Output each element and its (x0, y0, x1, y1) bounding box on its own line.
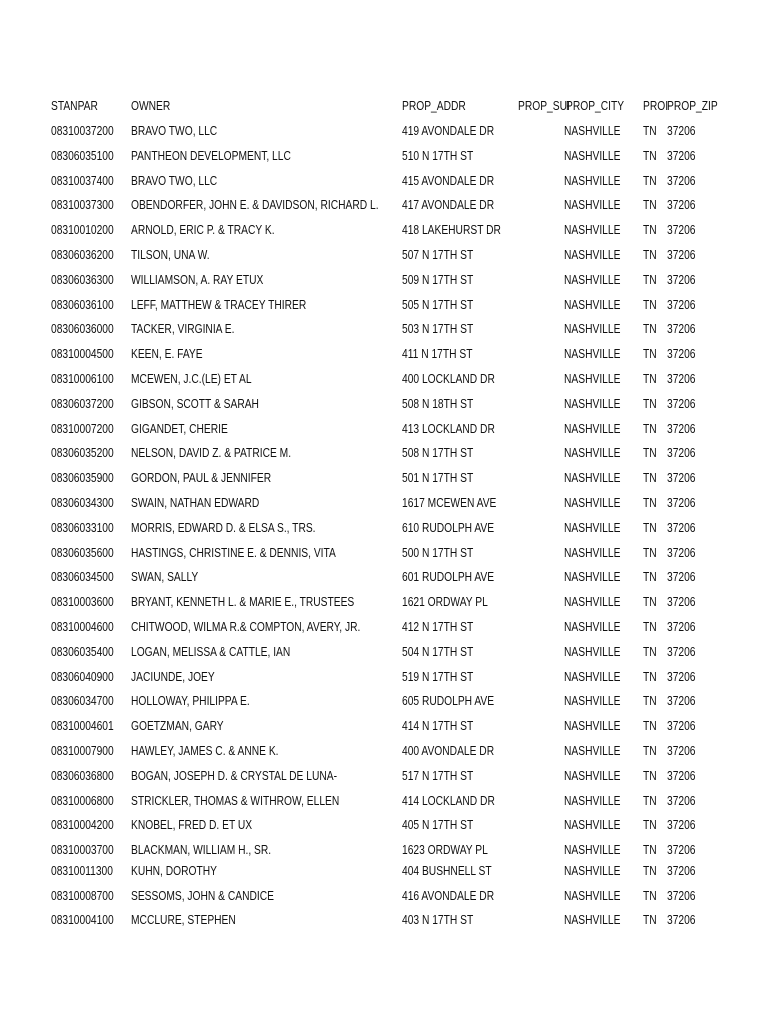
cell-owner: LOGAN, MELISSA & CATTLE, IAN (131, 644, 291, 659)
cell-prop-city: NASHVILLE (564, 793, 621, 808)
cell-prop-zip: 37206 (667, 297, 696, 312)
cell-prop-state: TN (643, 223, 657, 238)
cell-prop-state: TN (643, 888, 657, 903)
cell-prop-city: NASHVILLE (564, 744, 621, 758)
cell-prop-zip: 37206 (667, 173, 696, 188)
table-row (0, 124, 770, 146)
cell-prop-city: NASHVILLE (564, 768, 621, 783)
table-row (0, 174, 770, 196)
cell-prop-addr: 404 BUSHNELL ST (402, 863, 492, 878)
cell-prop-zip: 37206 (667, 818, 696, 833)
cell-owner: TACKER, VIRGINIA E. (131, 322, 235, 337)
cell-prop-state: TN (643, 520, 657, 535)
cell-stanpar: 08310037400 (51, 173, 114, 188)
cell-prop-addr: 510 N 17TH ST (402, 148, 474, 163)
cell-stanpar: 08306035400 (51, 644, 114, 659)
table-row (0, 546, 770, 568)
cell-prop-city: NASHVILLE (564, 248, 621, 262)
table-row (0, 198, 770, 220)
cell-prop-addr: 414 LOCKLAND DR (402, 793, 495, 808)
cell-stanpar: 08306035100 (51, 148, 114, 163)
cell-prop-city: NASHVILLE (564, 272, 621, 287)
cell-prop-city: NASHVILLE (564, 322, 621, 337)
cell-prop-zip: 37206 (667, 223, 696, 238)
table-row (0, 347, 770, 369)
cell-prop-zip: 37206 (667, 744, 696, 758)
cell-stanpar: 08306036200 (51, 248, 114, 262)
cell-prop-addr: 416 AVONDALE DR (402, 888, 495, 903)
cell-stanpar: 08310003600 (51, 595, 114, 610)
cell-prop-addr: 519 N 17TH ST (402, 669, 474, 684)
cell-stanpar: 08306034300 (51, 496, 114, 510)
cell-owner: BLACKMAN, WILLIAM H., SR. (131, 843, 272, 858)
table-row (0, 620, 770, 642)
cell-prop-zip: 37206 (667, 913, 696, 928)
cell-owner: WILLIAMSON, A. RAY ETUX (131, 272, 264, 287)
cell-prop-state: TN (643, 818, 657, 833)
table-row (0, 248, 770, 270)
cell-owner: OBENDORFER, JOHN E. & DAVIDSON, RICHARD L. (131, 198, 379, 213)
cell-owner: BRYANT, KENNETH L. & MARIE E., TRUSTEES (131, 595, 355, 610)
cell-prop-zip: 37206 (667, 669, 696, 684)
cell-prop-city: NASHVILLE (564, 669, 621, 684)
header-prop-state: PROI (643, 99, 669, 113)
cell-prop-addr: 403 N 17TH ST (402, 913, 474, 928)
cell-prop-city: NASHVILLE (564, 863, 621, 878)
cell-prop-state: TN (643, 620, 657, 634)
cell-owner: HASTINGS, CHRISTINE E. & DENNIS, VITA (131, 545, 336, 560)
cell-prop-city: NASHVILLE (564, 396, 621, 411)
cell-prop-city: NASHVILLE (564, 372, 621, 386)
cell-stanpar: 08306034700 (51, 694, 114, 709)
cell-prop-city: NASHVILLE (564, 913, 621, 928)
cell-stanpar: 08306035900 (51, 471, 114, 486)
cell-owner: TILSON, UNA W. (131, 248, 210, 262)
cell-prop-state: TN (643, 372, 657, 386)
cell-prop-city: NASHVILLE (564, 173, 621, 188)
header-owner: OWNER (131, 99, 171, 113)
cell-stanpar: 08310004500 (51, 347, 114, 362)
cell-prop-addr: 504 N 17TH ST (402, 644, 474, 659)
table-row (0, 446, 770, 468)
cell-prop-zip: 37206 (667, 520, 696, 535)
table-row (0, 273, 770, 295)
cell-prop-city: NASHVILLE (564, 843, 621, 858)
cell-prop-state: TN (643, 471, 657, 486)
cell-prop-state: TN (643, 545, 657, 560)
cell-stanpar: 08306035600 (51, 545, 114, 560)
cell-prop-addr: 413 LOCKLAND DR (402, 421, 495, 436)
cell-prop-state: TN (643, 913, 657, 928)
cell-prop-zip: 37206 (667, 620, 696, 634)
cell-owner: HOLLOWAY, PHILIPPA E. (131, 694, 250, 709)
table-row (0, 570, 770, 592)
table-row (0, 496, 770, 518)
cell-prop-addr: 605 RUDOLPH AVE (402, 694, 495, 709)
table-row (0, 149, 770, 171)
cell-owner: GORDON, PAUL & JENNIFER (131, 471, 272, 486)
cell-prop-zip: 37206 (667, 272, 696, 287)
cell-prop-state: TN (643, 396, 657, 411)
cell-prop-addr: 501 N 17TH ST (402, 471, 474, 486)
cell-prop-state: TN (643, 843, 657, 858)
cell-prop-state: TN (643, 421, 657, 436)
cell-prop-city: NASHVILLE (564, 347, 621, 362)
cell-stanpar: 08310008700 (51, 888, 114, 903)
cell-stanpar: 08310011300 (51, 863, 113, 878)
cell-prop-addr: 1617 MCEWEN AVE (402, 496, 497, 510)
cell-prop-state: TN (643, 148, 657, 163)
cell-prop-addr: 508 N 18TH ST (402, 396, 474, 411)
cell-prop-city: NASHVILLE (564, 297, 621, 312)
cell-stanpar: 08310007200 (51, 421, 114, 436)
cell-prop-city: NASHVILLE (564, 595, 621, 610)
cell-prop-zip: 37206 (667, 396, 696, 411)
table-row (0, 298, 770, 320)
cell-prop-zip: 37206 (667, 570, 696, 585)
cell-prop-city: NASHVILLE (564, 421, 621, 436)
cell-prop-addr: 601 RUDOLPH AVE (402, 570, 495, 585)
cell-prop-zip: 37206 (667, 372, 696, 386)
table-row (0, 744, 770, 766)
cell-stanpar: 08310037200 (51, 124, 114, 138)
cell-prop-city: NASHVILLE (564, 198, 621, 213)
cell-prop-zip: 37206 (667, 248, 696, 262)
header-prop-addr: PROP_ADDR (402, 99, 466, 113)
cell-prop-zip: 37206 (667, 148, 696, 163)
cell-stanpar: 08306036800 (51, 768, 114, 783)
cell-prop-zip: 37206 (667, 545, 696, 560)
cell-stanpar: 08310003700 (51, 843, 114, 858)
cell-prop-state: TN (643, 744, 657, 758)
cell-prop-zip: 37206 (667, 644, 696, 659)
cell-owner: JACIUNDE, JOEY (131, 669, 215, 684)
cell-prop-city: NASHVILLE (564, 818, 621, 833)
table-row (0, 521, 770, 543)
cell-owner: CHITWOOD, WILMA R.& COMPTON, AVERY, JR. (131, 620, 361, 634)
table-row (0, 794, 770, 816)
header-stanpar: STANPAR (51, 99, 98, 113)
cell-prop-addr: 1621 ORDWAY PL (402, 595, 488, 610)
table-row (0, 645, 770, 667)
cell-owner: STRICKLER, THOMAS & WITHROW, ELLEN (131, 793, 340, 808)
cell-stanpar: 08310037300 (51, 198, 114, 213)
cell-prop-zip: 37206 (667, 694, 696, 709)
cell-prop-zip: 37206 (667, 719, 696, 734)
cell-prop-addr: 507 N 17TH ST (402, 248, 474, 262)
cell-prop-city: NASHVILLE (564, 471, 621, 486)
cell-stanpar: 08310010200 (51, 223, 114, 238)
cell-owner: NELSON, DAVID Z. & PATRICE M. (131, 446, 292, 461)
cell-prop-addr: 417 AVONDALE DR (402, 198, 495, 213)
cell-owner: MORRIS, EDWARD D. & ELSA S., TRS. (131, 520, 316, 535)
cell-stanpar: 08310006100 (51, 372, 114, 386)
cell-prop-city: NASHVILLE (564, 570, 621, 585)
cell-prop-state: TN (643, 719, 657, 734)
cell-stanpar: 08306033100 (51, 520, 114, 535)
cell-owner: BOGAN, JOSEPH D. & CRYSTAL DE LUNA- (131, 768, 337, 783)
cell-prop-state: TN (643, 124, 657, 138)
cell-prop-zip: 37206 (667, 496, 696, 510)
cell-owner: ARNOLD, ERIC P. & TRACY K. (131, 223, 275, 238)
cell-owner: HAWLEY, JAMES C. & ANNE K. (131, 744, 279, 758)
cell-prop-city: NASHVILLE (564, 520, 621, 535)
cell-prop-addr: 505 N 17TH ST (402, 297, 474, 312)
cell-owner: SWAN, SALLY (131, 570, 199, 585)
table-row (0, 372, 770, 394)
table-row (0, 223, 770, 245)
cell-owner: MCEWEN, J.C.(LE) ET AL (131, 372, 252, 386)
cell-prop-state: TN (643, 768, 657, 783)
cell-prop-zip: 37206 (667, 198, 696, 213)
cell-prop-state: TN (643, 248, 657, 262)
cell-prop-addr: 503 N 17TH ST (402, 322, 474, 337)
cell-owner: BRAVO TWO, LLC (131, 173, 218, 188)
cell-stanpar: 08310004601 (51, 719, 114, 734)
cell-stanpar: 08306036100 (51, 297, 114, 312)
cell-prop-city: NASHVILLE (564, 446, 621, 461)
table-row (0, 913, 770, 935)
table-row (0, 397, 770, 419)
cell-prop-addr: 419 AVONDALE DR (402, 124, 495, 138)
table-row (0, 719, 770, 741)
cell-stanpar: 08306034500 (51, 570, 114, 585)
cell-owner: KNOBEL, FRED D. ET UX (131, 818, 253, 833)
header-prop-zip: PROP_ZIP (667, 99, 718, 113)
cell-stanpar: 08306036000 (51, 322, 114, 337)
cell-owner: PANTHEON DEVELOPMENT, LLC (131, 148, 291, 163)
table-row (0, 818, 770, 840)
cell-prop-city: NASHVILLE (564, 223, 621, 238)
cell-prop-state: TN (643, 570, 657, 585)
cell-prop-state: TN (643, 446, 657, 461)
cell-prop-state: TN (643, 272, 657, 287)
cell-prop-addr: 414 N 17TH ST (402, 719, 474, 734)
cell-prop-addr: 405 N 17TH ST (402, 818, 474, 833)
cell-stanpar: 08310004600 (51, 620, 114, 634)
cell-prop-city: NASHVILLE (564, 148, 621, 163)
cell-prop-city: NASHVILLE (564, 694, 621, 709)
table-row (0, 694, 770, 716)
cell-stanpar: 08306040900 (51, 669, 114, 684)
cell-prop-addr: 411 N 17TH ST (402, 347, 473, 362)
cell-prop-zip: 37206 (667, 843, 696, 858)
table-row (0, 769, 770, 791)
cell-prop-zip: 37206 (667, 793, 696, 808)
table-row (0, 422, 770, 444)
cell-prop-zip: 37206 (667, 768, 696, 783)
table-row (0, 843, 770, 865)
cell-prop-zip: 37206 (667, 595, 696, 610)
cell-owner: MCCLURE, STEPHEN (131, 913, 236, 928)
cell-stanpar: 08310006800 (51, 793, 114, 808)
cell-prop-state: TN (643, 644, 657, 659)
cell-prop-zip: 37206 (667, 446, 696, 461)
table-row (0, 889, 770, 911)
table-row (0, 595, 770, 617)
cell-prop-state: TN (643, 173, 657, 188)
cell-owner: KUHN, DOROTHY (131, 863, 217, 878)
cell-owner: GIGANDET, CHERIE (131, 421, 228, 436)
cell-stanpar: 08306035200 (51, 446, 114, 461)
cell-prop-city: NASHVILLE (564, 719, 621, 734)
cell-prop-addr: 400 LOCKLAND DR (402, 372, 495, 386)
cell-stanpar: 08310004200 (51, 818, 114, 833)
cell-prop-zip: 37206 (667, 888, 696, 903)
cell-prop-zip: 37206 (667, 863, 696, 878)
cell-owner: BRAVO TWO, LLC (131, 124, 218, 138)
cell-prop-addr: 517 N 17TH ST (402, 768, 474, 783)
cell-prop-state: TN (643, 322, 657, 337)
cell-prop-addr: 610 RUDOLPH AVE (402, 520, 495, 535)
cell-prop-state: TN (643, 669, 657, 684)
cell-prop-state: TN (643, 863, 657, 878)
cell-prop-zip: 37206 (667, 124, 696, 138)
cell-stanpar: 08306036300 (51, 272, 114, 287)
table-row (0, 471, 770, 493)
cell-prop-state: TN (643, 496, 657, 510)
header-row (0, 99, 770, 121)
cell-prop-city: NASHVILLE (564, 644, 621, 659)
header-prop-suite: PROP_SUI (518, 99, 570, 113)
cell-prop-zip: 37206 (667, 421, 696, 436)
table-row (0, 670, 770, 692)
cell-owner: SESSOMS, JOHN & CANDICE (131, 888, 274, 903)
cell-prop-state: TN (643, 297, 657, 312)
cell-prop-state: TN (643, 793, 657, 808)
cell-prop-state: TN (643, 694, 657, 709)
cell-owner: SWAIN, NATHAN EDWARD (131, 496, 260, 510)
cell-prop-addr: 412 N 17TH ST (402, 620, 474, 634)
cell-owner: GIBSON, SCOTT & SARAH (131, 396, 259, 411)
cell-prop-state: TN (643, 347, 657, 362)
cell-owner: GOETZMAN, GARY (131, 719, 224, 734)
cell-prop-city: NASHVILLE (564, 496, 621, 510)
cell-stanpar: 08306037200 (51, 396, 114, 411)
cell-prop-addr: 1623 ORDWAY PL (402, 843, 488, 858)
cell-prop-addr: 508 N 17TH ST (402, 446, 474, 461)
cell-stanpar: 08310004100 (51, 913, 114, 928)
cell-prop-addr: 415 AVONDALE DR (402, 173, 495, 188)
cell-prop-addr: 509 N 17TH ST (402, 272, 474, 287)
header-prop-city: PROP_CITY (566, 99, 625, 113)
cell-prop-city: NASHVILLE (564, 124, 621, 138)
cell-prop-state: TN (643, 198, 657, 213)
cell-prop-city: NASHVILLE (564, 545, 621, 560)
cell-prop-zip: 37206 (667, 347, 696, 362)
cell-owner: LEFF, MATTHEW & TRACEY THIRER (131, 297, 307, 312)
cell-prop-zip: 37206 (667, 471, 696, 486)
cell-prop-city: NASHVILLE (564, 620, 621, 634)
cell-prop-city: NASHVILLE (564, 888, 621, 903)
cell-prop-state: TN (643, 595, 657, 610)
cell-prop-zip: 37206 (667, 322, 696, 337)
cell-owner: KEEN, E. FAYE (131, 347, 203, 362)
table-row (0, 864, 770, 886)
cell-prop-addr: 500 N 17TH ST (402, 545, 474, 560)
table-row (0, 322, 770, 344)
cell-stanpar: 08310007900 (51, 744, 114, 758)
cell-prop-addr: 400 AVONDALE DR (402, 744, 495, 758)
cell-prop-addr: 418 LAKEHURST DR (402, 223, 501, 238)
